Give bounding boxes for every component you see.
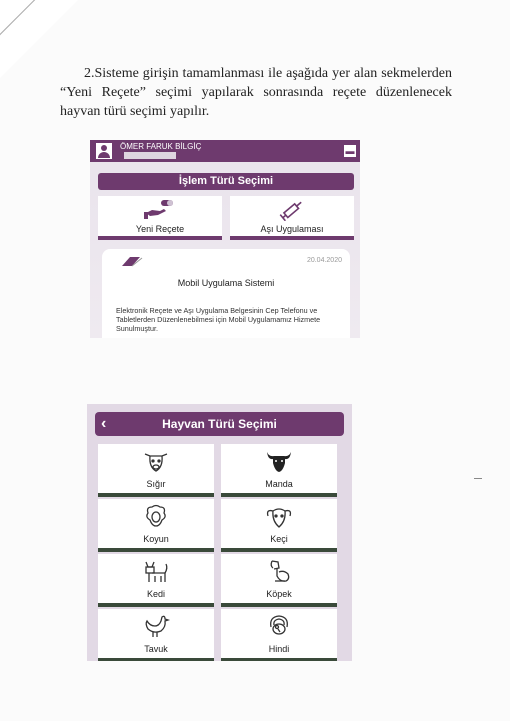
syringe-icon [230,199,354,221]
animal-tile-cow[interactable] [98,444,214,497]
announcement-date: 20.04.2020 [306,257,342,264]
vaccination-label: Aşı Uygulaması [260,224,324,234]
dog-icon [221,558,337,584]
animal-tile-goat[interactable] [221,499,337,552]
new-prescription-label: Yeni Reçete [135,224,185,234]
animal-label: Keçi [270,534,288,544]
animal-label: Köpek [266,589,292,599]
cat-icon [98,558,214,584]
operation-type-title: İşlem Türü Seçimi [98,173,354,190]
animal-tile-sheep[interactable] [98,499,214,552]
instruction-paragraph: 2.Sisteme girişin tamamlanması ile aşağıda yer alan sekmelerden “Yeni Reçete” seçimi yapılarak sonrasında reçete düzenlenecek hayvan türü seçimi yapılır. [60,66,452,119]
animal-tile-dog[interactable] [221,554,337,607]
announcement-title: Mobil Uygulama Sistemi [177,278,275,288]
goat-icon [221,503,337,529]
animal-tile-chicken[interactable] [98,609,214,661]
animal-label: Tavuk [144,644,168,654]
animal-select-title: Hayvan Türü Seçimi [162,417,277,431]
turkey-icon [221,613,337,639]
vaccination-button[interactable] [230,196,354,240]
animal-label: Sığır [146,479,166,489]
animal-label: Kedi [146,589,165,599]
sheep-icon [98,503,214,529]
user-name: ÖMER FARUK BİLGİÇ [120,142,202,151]
new-prescription-button[interactable] [98,196,222,240]
app-screenshot-animal-select [87,404,352,661]
animal-label: Manda [265,479,293,489]
animal-label: Hindi [268,644,290,654]
prescription-icon [98,199,222,221]
scan-mark [474,478,482,479]
animal-label: Koyun [143,534,169,544]
animal-tile-buffalo[interactable] [221,444,337,497]
user-avatar-icon [96,143,112,159]
buffalo-icon [221,448,337,474]
menu-icon[interactable]: ▬ [345,146,355,156]
cow-icon [98,448,214,474]
redacted-user-info [124,152,176,159]
animal-tile-cat[interactable] [98,554,214,607]
chicken-icon [98,613,214,639]
back-button[interactable]: ‹ [101,415,107,432]
announcement-card [102,249,350,338]
animal-tile-turkey[interactable] [221,609,337,661]
app-screenshot-operation-select [90,140,360,338]
animal-select-header [95,412,344,436]
app-header [90,140,360,162]
announcement-body: Elektronik Reçete ve Aşı Uygulama Belgesinin Cep Telefonu ve Tabletlerden Düzenlenebilmesi için Mobil Uygulamamız Hizmete Sunulmuştur. [116,306,321,333]
book-icon [120,255,144,269]
